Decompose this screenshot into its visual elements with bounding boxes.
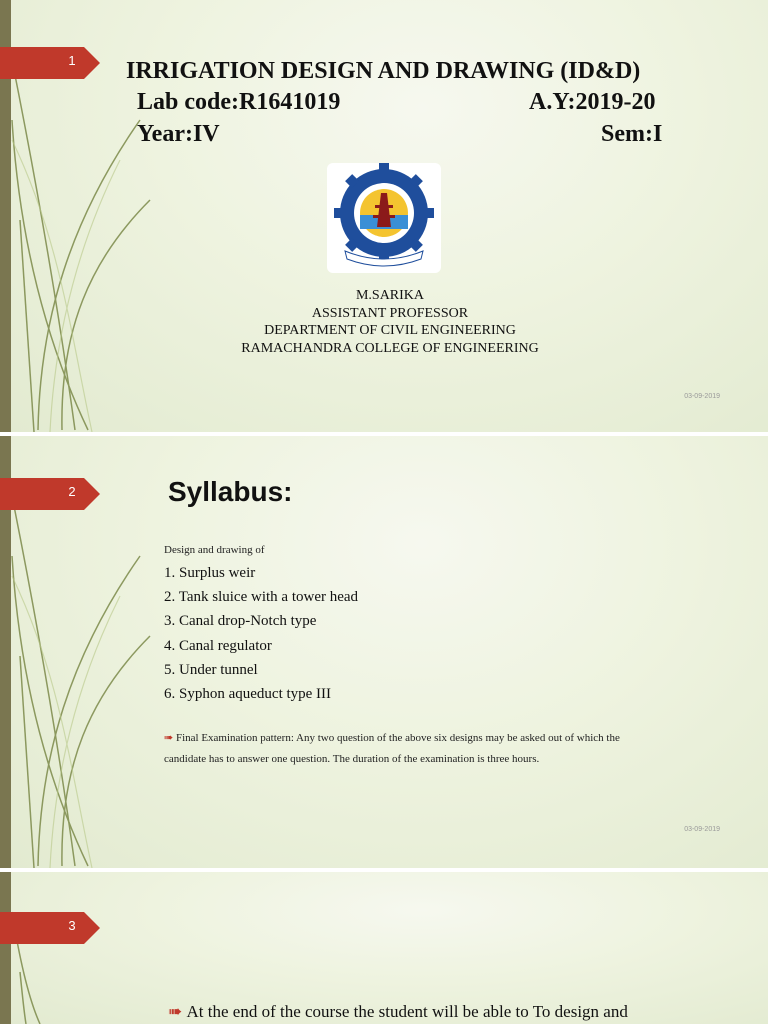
page-title: IRRIGATION DESIGN AND DRAWING (ID&D) [126,58,641,84]
exam-note-text: Final Examination pattern: Any two question of the above six designs may be asked out of which the candidate has to answer one question. The duration of the examination is three hours. [164,732,620,765]
slide-2 [0,436,768,868]
syllabus-intro: Design and drawing of [164,544,265,556]
course-outcome-text: At the end of the course the student will be able to To design and [186,1002,628,1021]
course-outcome [168,1002,628,1022]
syllabus-list [164,561,358,706]
list-item: 5. Under tunnel [164,661,258,678]
slide-number-tag [0,478,100,510]
academic-year: A.Y:2019-20 [529,89,656,115]
author-college: RAMACHANDRA COLLEGE OF ENGINEERING [241,340,539,356]
slide-number-tag [0,912,100,944]
list-item: 6. Syphon aqueduct type III [164,686,332,703]
slide-number: 1 [68,53,76,68]
slide-3 [0,872,768,1024]
author-department: DEPARTMENT OF CIVIL ENGINEERING [264,323,516,338]
lab-code: Lab code:R1641019 [137,89,341,115]
college-logo [327,163,441,273]
arrow-bullet-icon: ➠ [168,1002,187,1021]
list-item: 3. Canal drop-Notch type [164,613,317,630]
list-item: 1. Surplus weir [164,565,256,581]
arrow-bullet-icon: ➠ [164,732,176,744]
list-item: 2. Tank sluice with a tower head [164,589,359,606]
date-stamp: 03-09-2019 [684,393,720,400]
list-item: 4. Canal regulator [164,637,272,654]
date-stamp: 03-09-2019 [684,826,720,833]
author-name: M.SARIKA [355,288,425,303]
slide-number: 2 [68,484,76,499]
exam-note [164,728,664,769]
year: Year:IV [137,121,220,147]
author-block [170,287,610,357]
decorative-swirl [0,872,180,1024]
slide-1 [0,0,768,432]
slide-number-tag [0,47,100,79]
author-designation: ASSISTANT PROFESSOR [311,305,469,321]
syllabus-title: Syllabus: [168,476,293,507]
semester: Sem:I [601,121,663,147]
slide-number: 3 [68,918,76,933]
